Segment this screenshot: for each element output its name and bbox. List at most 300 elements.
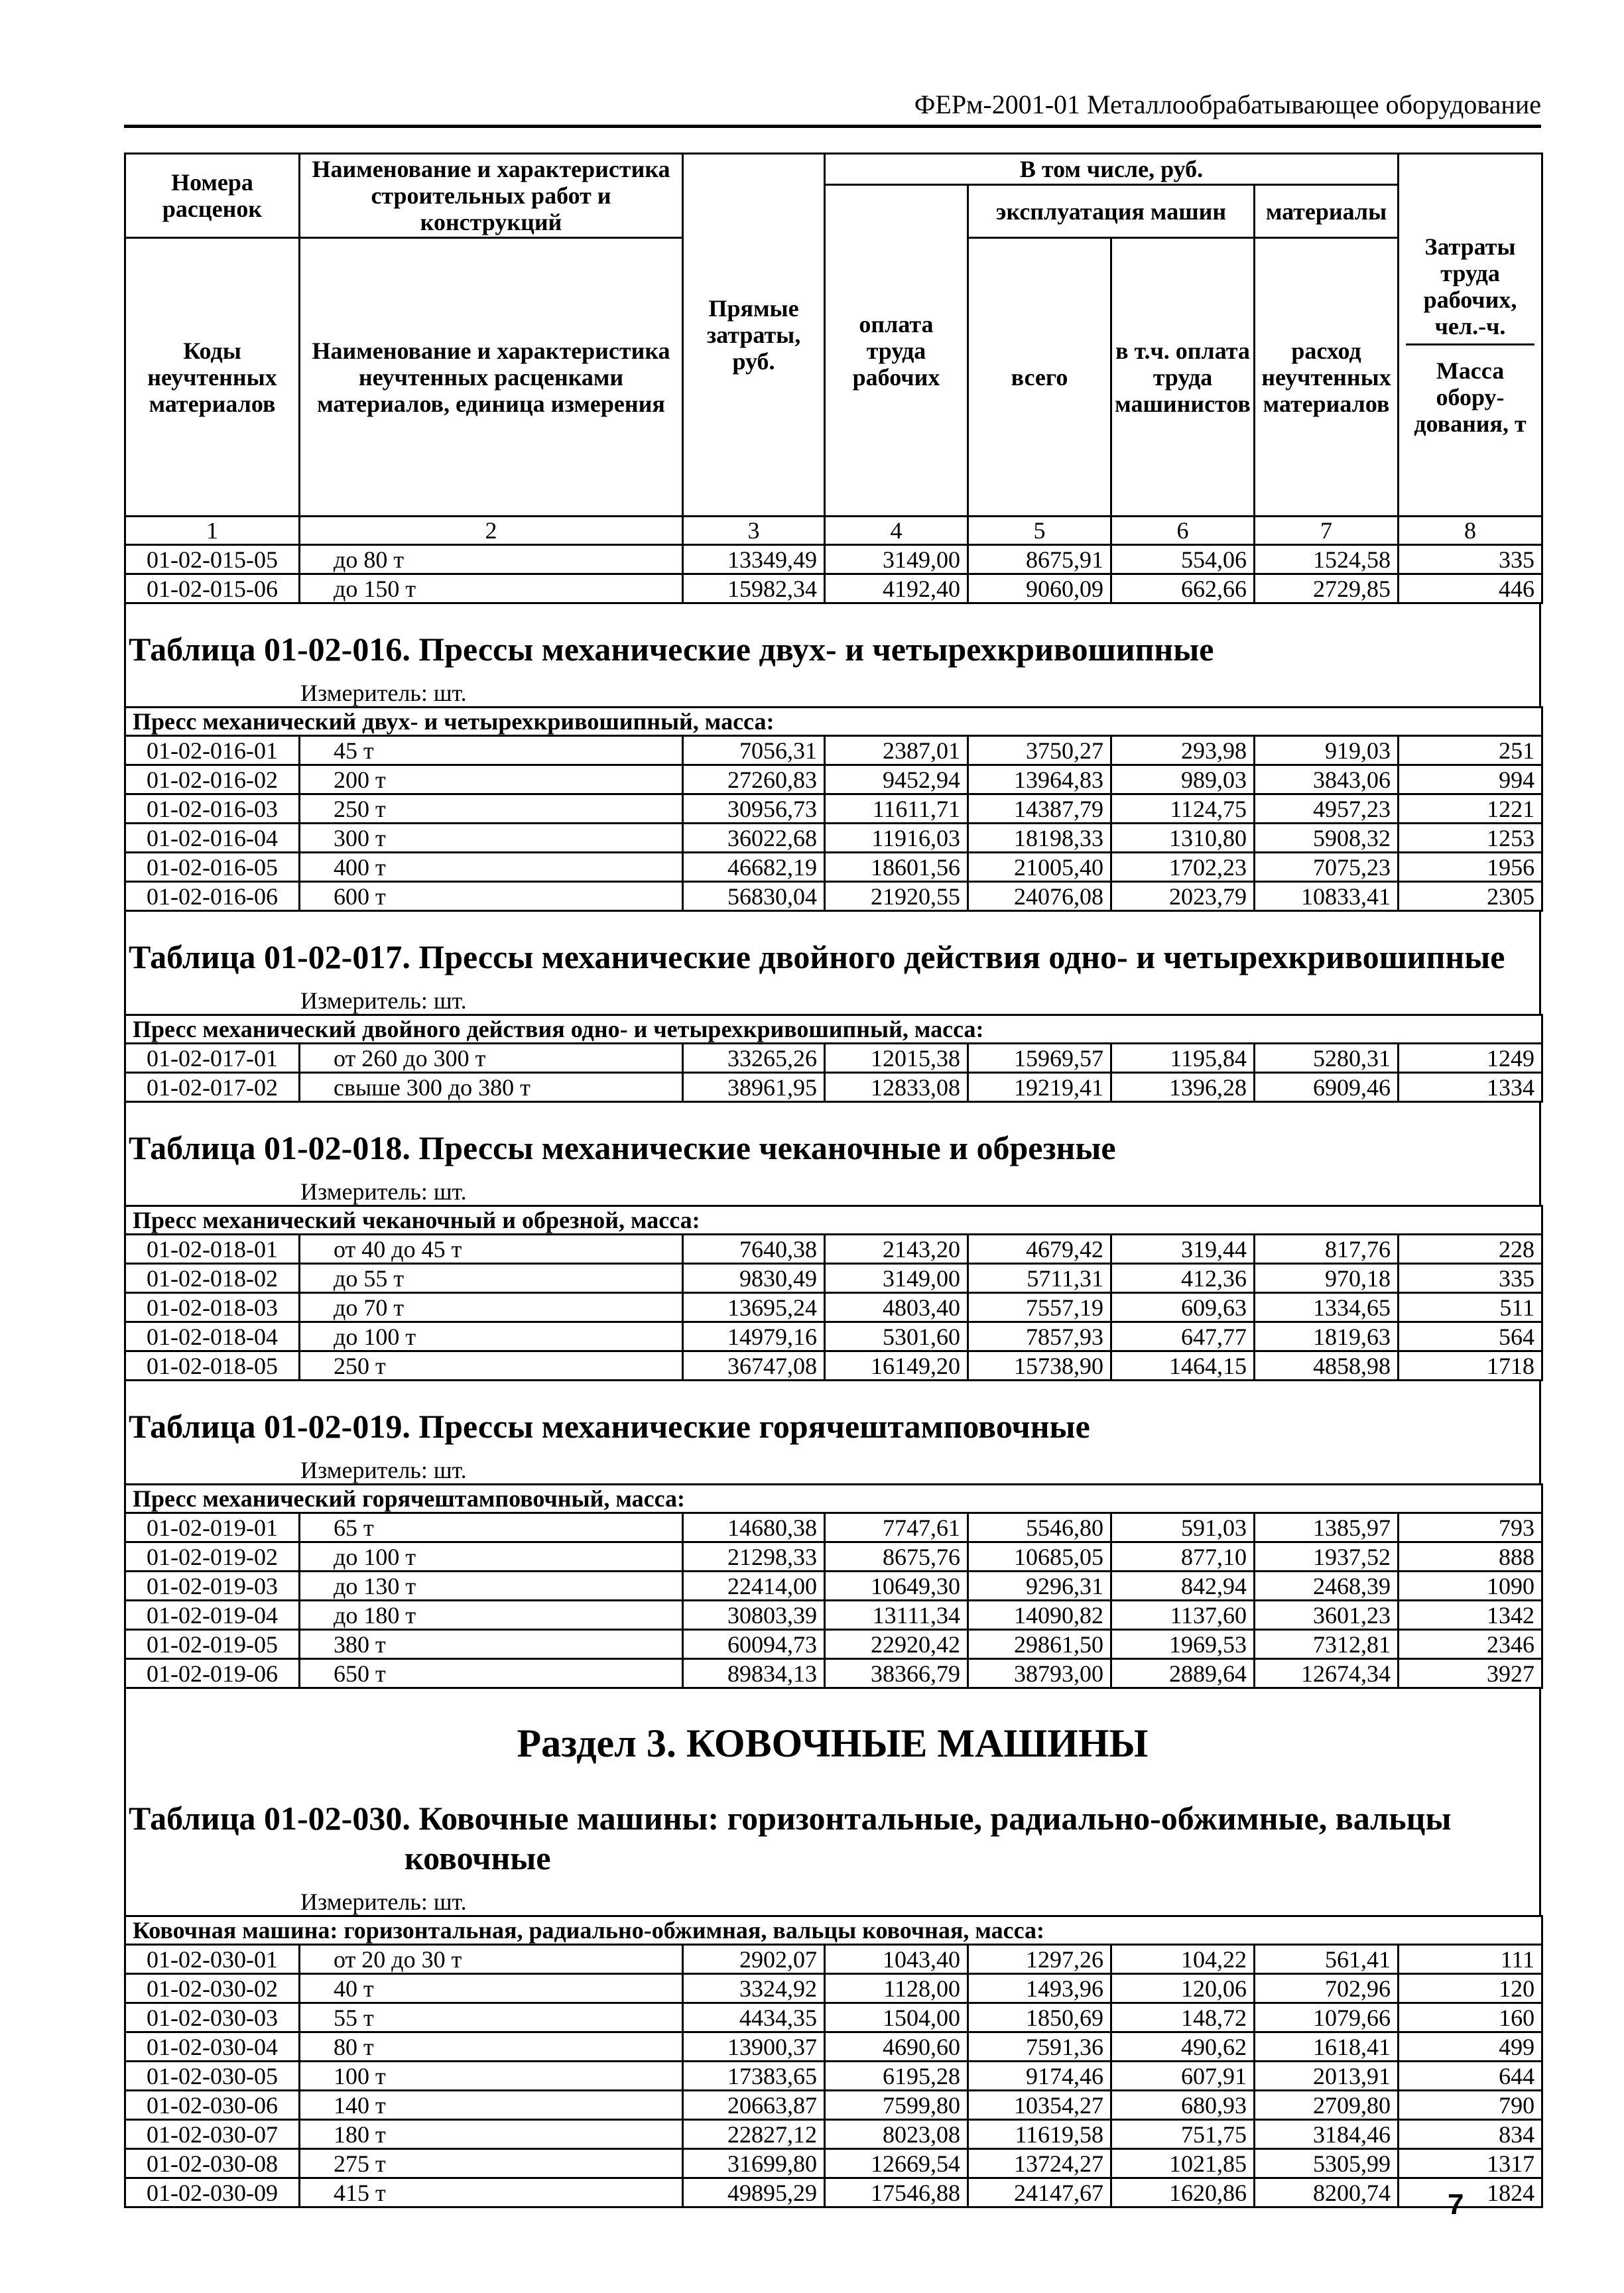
cell-machinist-pay: 1124,75	[1111, 794, 1255, 824]
cell-name: 180 т	[300, 2120, 683, 2149]
cell-labor: 18601,56	[825, 853, 968, 882]
cell-code: 01-02-030-01	[125, 1945, 300, 1974]
cell-work-hours: 251	[1399, 736, 1542, 765]
cell-machines-total: 1297,26	[968, 1945, 1111, 1974]
table-title: Таблица 01-02-018. Прессы механические чеканочные и обрезные	[129, 1129, 1116, 1166]
page-number: 7	[1448, 2188, 1464, 2221]
cell-machines-total: 7591,36	[968, 2032, 1111, 2062]
cell-code: 01-02-030-04	[125, 2032, 300, 2062]
running-title: ФЕРм-2001-01 Металлообрабатывающее оборудование	[914, 90, 1541, 119]
cell-name: 40 т	[300, 1974, 683, 2003]
cell-machines-total: 15969,57	[968, 1044, 1111, 1073]
cell-code: 01-02-017-01	[125, 1044, 300, 1073]
cell-direct: 49895,29	[683, 2178, 825, 2207]
cell-materials: 1079,66	[1255, 2003, 1399, 2032]
cell-name: 600 т	[300, 882, 683, 911]
column-number: 2	[300, 517, 683, 545]
cell-code: 01-02-030-07	[125, 2120, 300, 2149]
cell-materials: 1334,65	[1255, 1293, 1399, 1322]
table-row	[125, 1322, 1542, 1351]
cell-name: до 130 т	[300, 1572, 683, 1601]
column-number: 1	[125, 517, 300, 545]
header-machines-total: всего	[968, 238, 1111, 517]
cell-machines-total: 24076,08	[968, 882, 1111, 911]
cell-materials: 4858,98	[1255, 1351, 1399, 1381]
cell-machines-total: 21005,40	[968, 853, 1111, 882]
table-row	[125, 545, 1542, 574]
table-title: Таблица 01-02-019. Прессы механические горячештамповочные	[129, 1408, 1090, 1445]
cell-labor: 10649,30	[825, 1572, 968, 1601]
cell-work-hours: 1317	[1399, 2149, 1542, 2178]
cell-machines-total: 9174,46	[968, 2062, 1111, 2091]
cell-code: 01-02-016-05	[125, 853, 300, 882]
group-label: Ковочная машина: горизонтальная, радиально-обжимная, вальцы ковочная, масса:	[125, 1916, 1542, 1945]
table-row	[125, 853, 1542, 882]
table-row	[125, 2091, 1542, 2120]
cell-machinist-pay: 1396,28	[1111, 1073, 1255, 1102]
cell-machines-total: 7557,19	[968, 1293, 1111, 1322]
cell-name: 80 т	[300, 2032, 683, 2062]
table-row	[125, 2032, 1542, 2062]
cell-name: 55 т	[300, 2003, 683, 2032]
cell-code: 01-02-019-06	[125, 1659, 300, 1688]
cell-labor: 22920,42	[825, 1630, 968, 1659]
cell-labor: 9452,94	[825, 765, 968, 794]
column-number: 4	[825, 517, 968, 545]
group-label: Пресс механический чеканочный и обрезной, масса:	[125, 1206, 1542, 1235]
table-row	[125, 736, 1542, 765]
cell-name: 380 т	[300, 1630, 683, 1659]
cell-code: 01-02-016-03	[125, 794, 300, 824]
column-number: 7	[1255, 517, 1399, 545]
cell-machines-total: 1850,69	[968, 2003, 1111, 2032]
cell-code: 01-02-030-09	[125, 2178, 300, 2207]
cell-materials: 2729,85	[1255, 574, 1399, 603]
cell-materials: 4957,23	[1255, 794, 1399, 824]
cell-machinist-pay: 751,75	[1111, 2120, 1255, 2149]
cell-labor: 3149,00	[825, 1264, 968, 1293]
cell-machinist-pay: 1195,84	[1111, 1044, 1255, 1073]
table-title: Таблица 01-02-017. Прессы механические двойного действия одно- и четырехкривошипные	[129, 938, 1505, 975]
cell-materials: 1524,58	[1255, 545, 1399, 574]
cell-machinist-pay: 412,36	[1111, 1264, 1255, 1293]
cell-code: 01-02-030-08	[125, 2149, 300, 2178]
table-row	[125, 574, 1542, 603]
column-number: 5	[968, 517, 1111, 545]
cell-labor: 2387,01	[825, 736, 968, 765]
cell-direct: 13695,24	[683, 1293, 825, 1322]
cell-machinist-pay: 1137,60	[1111, 1601, 1255, 1630]
cell-machines-total: 38793,00	[968, 1659, 1111, 1688]
header-machine-operation: эксплуатация машин	[968, 185, 1255, 238]
column-number: 3	[683, 517, 825, 545]
cell-direct: 30956,73	[683, 794, 825, 824]
table-row	[125, 1542, 1542, 1572]
cell-materials: 970,18	[1255, 1264, 1399, 1293]
cell-name: до 55 т	[300, 1264, 683, 1293]
cell-machinist-pay: 1702,23	[1111, 853, 1255, 882]
price-table	[124, 706, 1543, 912]
cell-direct: 14979,16	[683, 1322, 825, 1351]
table-row	[125, 765, 1542, 794]
cell-name: 200 т	[300, 765, 683, 794]
cell-direct: 38961,95	[683, 1073, 825, 1102]
cell-name: 65 т	[300, 1513, 683, 1542]
cell-labor: 5301,60	[825, 1322, 968, 1351]
cell-direct: 30803,39	[683, 1601, 825, 1630]
header-materials: материалы	[1255, 185, 1399, 238]
cell-machines-total: 13724,27	[968, 2149, 1111, 2178]
cell-code: 01-02-030-03	[125, 2003, 300, 2032]
measure-unit: Измеритель: шт.	[300, 987, 467, 1014]
measure-unit: Измеритель: шт.	[300, 1889, 467, 1915]
cell-name: 300 т	[300, 824, 683, 853]
cell-machines-total: 3750,27	[968, 736, 1111, 765]
cell-name: от 260 до 300 т	[300, 1044, 683, 1073]
cell-labor: 17546,88	[825, 2178, 968, 2207]
cell-work-hours: 1249	[1399, 1044, 1542, 1073]
cell-machines-total: 18198,33	[968, 824, 1111, 853]
cell-machinist-pay: 293,98	[1111, 736, 1255, 765]
cell-name: свыше 300 до 380 т	[300, 1073, 683, 1102]
cell-machinist-pay: 877,10	[1111, 1542, 1255, 1572]
table-rows	[125, 1945, 1542, 2207]
table-title-continued: ковочные	[405, 1839, 551, 1877]
cell-code: 01-02-017-02	[125, 1073, 300, 1102]
cell-materials: 817,76	[1255, 1235, 1399, 1264]
cell-work-hours: 1090	[1399, 1572, 1542, 1601]
cell-direct: 46682,19	[683, 853, 825, 882]
cell-work-hours: 888	[1399, 1542, 1542, 1572]
cell-machines-total: 9296,31	[968, 1572, 1111, 1601]
cell-labor: 1043,40	[825, 1945, 968, 1974]
cell-machinist-pay: 2889,64	[1111, 1659, 1255, 1688]
cell-work-hours: 1956	[1399, 853, 1542, 882]
cell-machines-total: 29861,50	[968, 1630, 1111, 1659]
cell-machinist-pay: 148,72	[1111, 2003, 1255, 2032]
cell-work-hours: 1221	[1399, 794, 1542, 824]
cell-labor: 16149,20	[825, 1351, 968, 1381]
cell-materials: 1385,97	[1255, 1513, 1399, 1542]
column-numbers-row	[125, 517, 1542, 545]
cell-name: до 80 т	[300, 545, 683, 574]
header-unaccounted-materials: расход неучтенных материалов	[1255, 238, 1399, 517]
price-table	[124, 1483, 1543, 1689]
table-row	[125, 2003, 1542, 2032]
cell-code: 01-02-030-05	[125, 2062, 300, 2091]
cell-work-hours: 2305	[1399, 882, 1542, 911]
group-label: Пресс механический двух- и четырехкривошипный, масса:	[125, 708, 1542, 736]
cell-code: 01-02-016-02	[125, 765, 300, 794]
cell-materials: 1618,41	[1255, 2032, 1399, 2062]
cell-labor: 8675,76	[825, 1542, 968, 1572]
cell-materials: 6909,46	[1255, 1073, 1399, 1102]
cell-code: 01-02-018-04	[125, 1322, 300, 1351]
measure-unit: Измеритель: шт.	[300, 1178, 467, 1205]
cell-work-hours: 790	[1399, 2091, 1542, 2120]
header-material-names: Наименование и характеристика неучтенных расценками материалов, единица измерения	[300, 238, 683, 517]
tables-container	[124, 604, 1541, 1689]
table-row	[125, 2149, 1542, 2178]
cell-machinist-pay: 1310,80	[1111, 824, 1255, 853]
table-row	[125, 1044, 1542, 1073]
header-machinist-pay: в т.ч. оплата труда машинистов	[1111, 238, 1255, 517]
cell-work-hours: 644	[1399, 2062, 1542, 2091]
cell-machines-total: 7857,93	[968, 1322, 1111, 1351]
table-row	[125, 1351, 1542, 1381]
price-table	[124, 1014, 1543, 1103]
table-row	[125, 1513, 1542, 1542]
cell-code: 01-02-019-04	[125, 1601, 300, 1630]
column-header-table	[124, 153, 1543, 604]
cell-labor: 11916,03	[825, 824, 968, 853]
cell-materials: 3843,06	[1255, 765, 1399, 794]
cell-direct: 15982,34	[683, 574, 825, 603]
column-number: 8	[1399, 517, 1542, 545]
cell-work-hours: 111	[1399, 1945, 1542, 1974]
table-section	[124, 604, 1541, 706]
table-row	[125, 794, 1542, 824]
table-row	[125, 1264, 1542, 1293]
table-section	[124, 912, 1541, 1014]
cell-direct: 2902,07	[683, 1945, 825, 1974]
cell-machines-total: 10354,27	[968, 2091, 1111, 2120]
cell-materials: 3601,23	[1255, 1601, 1399, 1630]
cell-work-hours: 2346	[1399, 1630, 1542, 1659]
cell-materials: 7312,81	[1255, 1630, 1399, 1659]
cell-labor: 11611,71	[825, 794, 968, 824]
cell-machines-total: 14090,82	[968, 1601, 1111, 1630]
cell-work-hours: 120	[1399, 1974, 1542, 2003]
part-title: Раздел 3. КОВОЧНЫЕ МАШИНЫ	[517, 1721, 1149, 1765]
cell-direct: 4434,35	[683, 2003, 825, 2032]
cell-code: 01-02-018-03	[125, 1293, 300, 1322]
cell-direct: 17383,65	[683, 2062, 825, 2091]
table-row	[125, 882, 1542, 911]
cell-machinist-pay: 1620,86	[1111, 2178, 1255, 2207]
cell-labor: 6195,28	[825, 2062, 968, 2091]
table-section	[124, 1381, 1541, 1483]
table-row	[125, 1235, 1542, 1264]
cell-labor: 4192,40	[825, 574, 968, 603]
cell-work-hours: 228	[1399, 1235, 1542, 1264]
cell-labor: 3149,00	[825, 545, 968, 574]
cell-machinist-pay: 680,93	[1111, 2091, 1255, 2120]
cell-materials: 561,41	[1255, 1945, 1399, 1974]
cell-name: до 180 т	[300, 1601, 683, 1630]
cell-machinist-pay: 1464,15	[1111, 1351, 1255, 1381]
cell-machines-total: 1493,96	[968, 1974, 1111, 2003]
cell-work-hours: 1824	[1399, 2178, 1542, 2207]
cell-work-hours: 3927	[1399, 1659, 1542, 1688]
cell-work-hours: 994	[1399, 765, 1542, 794]
cell-machines-total: 24147,67	[968, 2178, 1111, 2207]
table-row	[125, 2062, 1542, 2091]
cell-name: до 100 т	[300, 1322, 683, 1351]
cell-name: 275 т	[300, 2149, 683, 2178]
table-row	[125, 2178, 1542, 2207]
continued-rows	[125, 545, 1542, 603]
table-row	[125, 824, 1542, 853]
header-including: В том числе, руб.	[825, 154, 1399, 185]
table-row	[125, 1974, 1542, 2003]
column-number: 6	[1111, 517, 1255, 545]
cell-machinist-pay: 1021,85	[1111, 2149, 1255, 2178]
cell-direct: 27260,83	[683, 765, 825, 794]
cell-direct: 14680,38	[683, 1513, 825, 1542]
cell-code: 01-02-019-05	[125, 1630, 300, 1659]
cell-machinist-pay: 554,06	[1111, 545, 1255, 574]
cell-labor: 1128,00	[825, 1974, 968, 2003]
table-01-02-030	[124, 1915, 1543, 2208]
header-labor-costs	[1399, 154, 1542, 517]
header-labor-hours: Затраты труда рабочих, чел.-ч.	[1423, 233, 1517, 340]
cell-work-hours: 335	[1399, 1264, 1542, 1293]
cell-materials: 702,96	[1255, 1974, 1399, 2003]
cell-materials: 5908,32	[1255, 824, 1399, 853]
cell-machinist-pay: 1969,53	[1111, 1630, 1255, 1659]
cell-machinist-pay: 842,94	[1111, 1572, 1255, 1601]
header-rate-numbers: Номера расценок	[125, 154, 300, 238]
cell-machines-total: 19219,41	[968, 1073, 1111, 1102]
cell-code: 01-02-019-03	[125, 1572, 300, 1601]
cell-work-hours: 335	[1399, 545, 1542, 574]
cell-materials: 12674,34	[1255, 1659, 1399, 1688]
cell-machinist-pay: 490,62	[1111, 2032, 1255, 2062]
cell-name: от 40 до 45 т	[300, 1235, 683, 1264]
cell-name: 650 т	[300, 1659, 683, 1688]
cell-materials: 7075,23	[1255, 853, 1399, 882]
cell-name: до 70 т	[300, 1293, 683, 1322]
cell-direct: 9830,49	[683, 1264, 825, 1293]
cell-direct: 36747,08	[683, 1351, 825, 1381]
table-title: Таблица 01-02-030. Ковочные машины: горизонтальные, радиально-обжимные, вальцы	[129, 1800, 1452, 1837]
cell-work-hours: 564	[1399, 1322, 1542, 1351]
cell-labor: 4803,40	[825, 1293, 968, 1322]
cell-work-hours: 793	[1399, 1513, 1542, 1542]
header-work-name: Наименование и характеристика строительных работ и конструкций	[300, 154, 683, 238]
cell-materials: 8200,74	[1255, 2178, 1399, 2207]
cell-machinist-pay: 609,63	[1111, 1293, 1255, 1322]
group-label: Пресс механический двойного действия одно- и четырехкривошипный, масса:	[125, 1015, 1542, 1044]
cell-work-hours: 511	[1399, 1293, 1542, 1322]
cell-machines-total: 5546,80	[968, 1513, 1111, 1542]
cell-direct: 20663,87	[683, 2091, 825, 2120]
table-row	[125, 1945, 1542, 1974]
price-table-page	[124, 153, 1541, 2208]
cell-work-hours: 1334	[1399, 1073, 1542, 1102]
cell-machinist-pay: 104,22	[1111, 1945, 1255, 1974]
header-equipment-mass: Масса обору-дования, т	[1406, 343, 1534, 437]
cell-code: 01-02-030-06	[125, 2091, 300, 2120]
cell-labor: 2143,20	[825, 1235, 968, 1264]
cell-direct: 56830,04	[683, 882, 825, 911]
cell-direct: 21298,33	[683, 1542, 825, 1572]
cell-machinist-pay: 120,06	[1111, 1974, 1255, 2003]
cell-direct: 33265,26	[683, 1044, 825, 1073]
cell-materials: 2709,80	[1255, 2091, 1399, 2120]
cell-name: 100 т	[300, 2062, 683, 2091]
cell-work-hours: 499	[1399, 2032, 1542, 2062]
cell-materials: 3184,46	[1255, 2120, 1399, 2149]
cell-materials: 10833,41	[1255, 882, 1399, 911]
cell-materials: 1937,52	[1255, 1542, 1399, 1572]
cell-code: 01-02-018-02	[125, 1264, 300, 1293]
cell-materials: 5305,99	[1255, 2149, 1399, 2178]
cell-name: до 150 т	[300, 574, 683, 603]
measure-unit: Измеритель: шт.	[300, 1457, 467, 1483]
cell-name: 45 т	[300, 736, 683, 765]
cell-machinist-pay: 607,91	[1111, 2062, 1255, 2091]
cell-code: 01-02-018-01	[125, 1235, 300, 1264]
cell-direct: 22827,12	[683, 2120, 825, 2149]
table-row	[125, 1630, 1542, 1659]
table-section	[124, 1103, 1541, 1205]
cell-direct: 36022,68	[683, 824, 825, 853]
cell-direct: 7640,38	[683, 1235, 825, 1264]
cell-name: 250 т	[300, 1351, 683, 1381]
cell-direct: 31699,80	[683, 2149, 825, 2178]
cell-materials: 5280,31	[1255, 1044, 1399, 1073]
table-row	[125, 1659, 1542, 1688]
cell-materials: 1819,63	[1255, 1322, 1399, 1351]
cell-machinist-pay: 319,44	[1111, 1235, 1255, 1264]
cell-machines-total: 4679,42	[968, 1235, 1111, 1264]
cell-direct: 3324,92	[683, 1974, 825, 2003]
cell-code: 01-02-018-05	[125, 1351, 300, 1381]
cell-machines-total: 10685,05	[968, 1542, 1111, 1572]
cell-code: 01-02-016-06	[125, 882, 300, 911]
cell-name: до 100 т	[300, 1542, 683, 1572]
measure-unit: Измеритель: шт.	[300, 680, 467, 706]
cell-direct: 60094,73	[683, 1630, 825, 1659]
cell-direct: 13900,37	[683, 2032, 825, 2062]
cell-code: 01-02-016-01	[125, 736, 300, 765]
header-material-codes: Коды неучтенных материалов	[125, 238, 300, 517]
cell-labor: 12669,54	[825, 2149, 968, 2178]
cell-code: 01-02-019-02	[125, 1542, 300, 1572]
group-label: Пресс механический горячештамповочный, масса:	[125, 1485, 1542, 1513]
cell-labor: 21920,55	[825, 882, 968, 911]
cell-labor: 12015,38	[825, 1044, 968, 1073]
cell-name: 400 т	[300, 853, 683, 882]
table-row	[125, 1293, 1542, 1322]
cell-labor: 13111,34	[825, 1601, 968, 1630]
cell-materials: 919,03	[1255, 736, 1399, 765]
cell-work-hours: 1718	[1399, 1351, 1542, 1381]
part-section	[124, 1689, 1541, 1915]
cell-code: 01-02-015-06	[125, 574, 300, 603]
cell-machinist-pay: 647,77	[1111, 1322, 1255, 1351]
cell-materials: 2013,91	[1255, 2062, 1399, 2091]
cell-labor: 12833,08	[825, 1073, 968, 1102]
cell-machines-total: 5711,31	[968, 1264, 1111, 1293]
cell-labor: 1504,00	[825, 2003, 968, 2032]
running-header	[124, 85, 1541, 128]
cell-name: 415 т	[300, 2178, 683, 2207]
cell-name: 140 т	[300, 2091, 683, 2120]
cell-materials: 2468,39	[1255, 1572, 1399, 1601]
cell-machines-total: 11619,58	[968, 2120, 1111, 2149]
cell-labor: 7747,61	[825, 1513, 968, 1542]
cell-direct: 7056,31	[683, 736, 825, 765]
cell-labor: 8023,08	[825, 2120, 968, 2149]
table-row	[125, 1601, 1542, 1630]
cell-direct: 22414,00	[683, 1572, 825, 1601]
table-row	[125, 1073, 1542, 1102]
cell-machinist-pay: 989,03	[1111, 765, 1255, 794]
cell-code: 01-02-016-04	[125, 824, 300, 853]
